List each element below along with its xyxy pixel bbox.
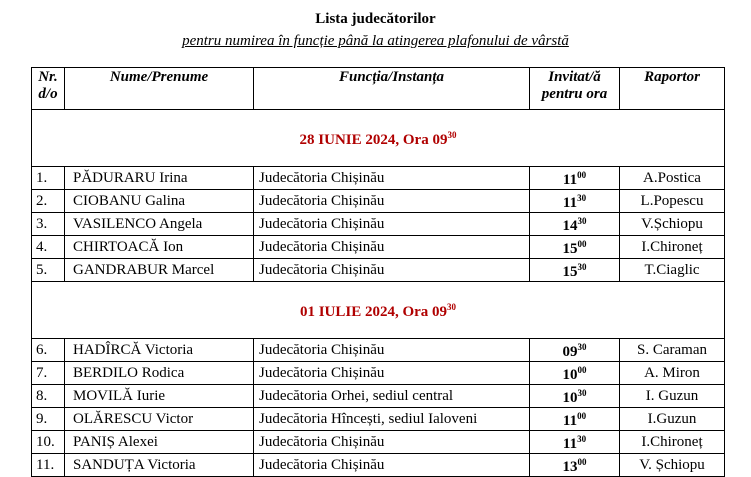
page-title: Lista judecătorilor [315, 11, 436, 27]
invited-time [530, 259, 620, 282]
rapporteur: I.Guzun [620, 408, 725, 431]
table-body [32, 110, 725, 477]
judge-institution: Judecătoria Chișinău [254, 454, 530, 477]
rapporteur: V. Șchiopu [620, 454, 725, 477]
judge-given-name: Victor [155, 410, 194, 427]
judge-given-name: Iurie [136, 387, 166, 404]
judge-surname: CHIRTOACĂ [73, 238, 160, 255]
table-row [32, 454, 725, 477]
column-header-function: Funcția/Instanța [254, 68, 530, 110]
judge-name [65, 213, 254, 236]
judge-name [65, 431, 254, 454]
judge-name [65, 339, 254, 362]
judge-given-name: Rodica [141, 364, 185, 381]
section-heading-row [32, 110, 725, 167]
judge-institution: Judecătoria Chișinău [254, 190, 530, 213]
invited-hour: 10 [562, 367, 578, 383]
invited-time [530, 167, 620, 190]
judge-institution: Judecătoria Chișinău [254, 167, 530, 190]
judge-institution: Judecătoria Orhei, sediul central [254, 385, 530, 408]
table-row [32, 385, 725, 408]
judge-name [65, 236, 254, 259]
rapporteur: T.Ciaglic [620, 259, 725, 282]
invited-minutes: 00 [577, 365, 587, 375]
invited-minutes: 30 [577, 262, 587, 272]
judge-given-name: Ion [163, 238, 184, 255]
row-number: 6. [32, 339, 65, 362]
rapporteur: I. Guzun [620, 385, 725, 408]
judge-institution: Judecătoria Chișinău [254, 431, 530, 454]
page-subtitle: pentru numirea în funcție până la atingerea plafonului de vârstă [182, 33, 569, 49]
judge-surname: PĂDURARU [73, 169, 156, 186]
invited-hour: 11 [562, 172, 578, 188]
judge-surname: OLĂRESCU [73, 410, 153, 427]
table-row [32, 408, 725, 431]
row-number: 7. [32, 362, 65, 385]
invited-minutes: 00 [577, 457, 587, 467]
judge-given-name: Galina [145, 192, 186, 209]
judge-surname: PANIȘ [73, 433, 115, 450]
table-row [32, 339, 725, 362]
judge-institution: Judecătoria Chișinău [254, 362, 530, 385]
column-header-name: Nume/Prenume [65, 68, 254, 110]
invited-minutes: 00 [577, 239, 587, 249]
judge-surname: HADÎRCĂ [73, 341, 142, 358]
rapporteur: A.Postica [620, 167, 725, 190]
table-row [32, 431, 725, 454]
judge-name [65, 454, 254, 477]
rapporteur: S. Caraman [620, 339, 725, 362]
table-row [32, 213, 725, 236]
rapporteur: A. Miron [620, 362, 725, 385]
table-row [32, 190, 725, 213]
judge-institution: Judecătoria Chișinău [254, 339, 530, 362]
judge-institution: Judecătoria Chișinău [254, 236, 530, 259]
column-header-rapporteur: Raportor [620, 68, 725, 110]
judge-institution: Judecătoria Chișinău [254, 259, 530, 282]
judge-surname: BERDILO [73, 364, 138, 381]
judge-surname: GANDRABUR [73, 261, 169, 278]
invited-time [530, 362, 620, 385]
row-number: 9. [32, 408, 65, 431]
row-number: 5. [32, 259, 65, 282]
invited-minutes: 30 [577, 342, 587, 352]
invited-hour: 11 [562, 195, 578, 211]
rapporteur: V.Șchiopu [620, 213, 725, 236]
invited-time [530, 385, 620, 408]
row-number: 3. [32, 213, 65, 236]
table-row [32, 236, 725, 259]
invited-minutes: 30 [577, 434, 587, 444]
judges-table [31, 67, 725, 477]
invited-hour: 15 [562, 241, 578, 257]
column-header-invited: Invitat/ă pentru ora [530, 68, 620, 110]
invited-hour: 11 [562, 413, 578, 429]
invited-hour: 15 [562, 264, 578, 280]
invited-time [530, 454, 620, 477]
judge-given-name: Victoria [144, 341, 194, 358]
invited-minutes: 30 [577, 216, 587, 226]
invited-time [530, 431, 620, 454]
judge-given-name: Victoria [147, 456, 196, 473]
row-number: 4. [32, 236, 65, 259]
row-number: 2. [32, 190, 65, 213]
row-number: 11. [32, 454, 65, 477]
judge-name [65, 385, 254, 408]
section-heading: 28 IUNIE 2024, Ora $09^{30}$ [32, 110, 725, 167]
rapporteur: I.Chironeț [620, 431, 725, 454]
judge-given-name: Marcel [171, 261, 215, 278]
judge-institution: Judecătoria Chișinău [254, 213, 530, 236]
judge-name [65, 259, 254, 282]
invited-hour: 13 [562, 459, 578, 475]
judge-surname: CIOBANU [73, 192, 142, 209]
invited-minutes: 00 [577, 170, 587, 180]
invited-time [530, 213, 620, 236]
invited-time [530, 408, 620, 431]
table-row [32, 167, 725, 190]
judge-name [65, 167, 254, 190]
judge-given-name: Irina [159, 169, 188, 186]
invited-time [530, 339, 620, 362]
invited-minutes: 30 [577, 388, 587, 398]
invited-hour: 11 [562, 436, 578, 452]
invited-time [530, 236, 620, 259]
invited-hour: 09 [562, 344, 578, 360]
judge-name [65, 190, 254, 213]
section-heading: 01 IULIE 2024, Ora $09^{30}$ [32, 282, 725, 339]
table-header-row [32, 68, 725, 110]
row-number: 1. [32, 167, 65, 190]
judge-surname: VASILENCO [73, 215, 157, 232]
table-row [32, 259, 725, 282]
column-header-nr: Nr. d/o [32, 68, 65, 110]
judge-given-name: Alexei [117, 433, 158, 450]
rapporteur: L.Popescu [620, 190, 725, 213]
invited-hour: 10 [562, 390, 578, 406]
row-number: 10. [32, 431, 65, 454]
judge-given-name: Angela [159, 215, 203, 232]
invited-hour: 14 [562, 218, 578, 234]
judge-name [65, 362, 254, 385]
table-row [32, 362, 725, 385]
invited-minutes: 00 [577, 411, 587, 421]
rapporteur: I.Chironeț [620, 236, 725, 259]
section-heading-row [32, 282, 725, 339]
invited-time [530, 190, 620, 213]
judge-surname: MOVILĂ [73, 387, 133, 404]
judge-surname: SANDUȚA [73, 456, 144, 473]
invited-minutes: 30 [577, 193, 587, 203]
judge-institution: Judecătoria Hîncești, sediul Ialoveni [254, 408, 530, 431]
judge-name [65, 408, 254, 431]
row-number: 8. [32, 385, 65, 408]
